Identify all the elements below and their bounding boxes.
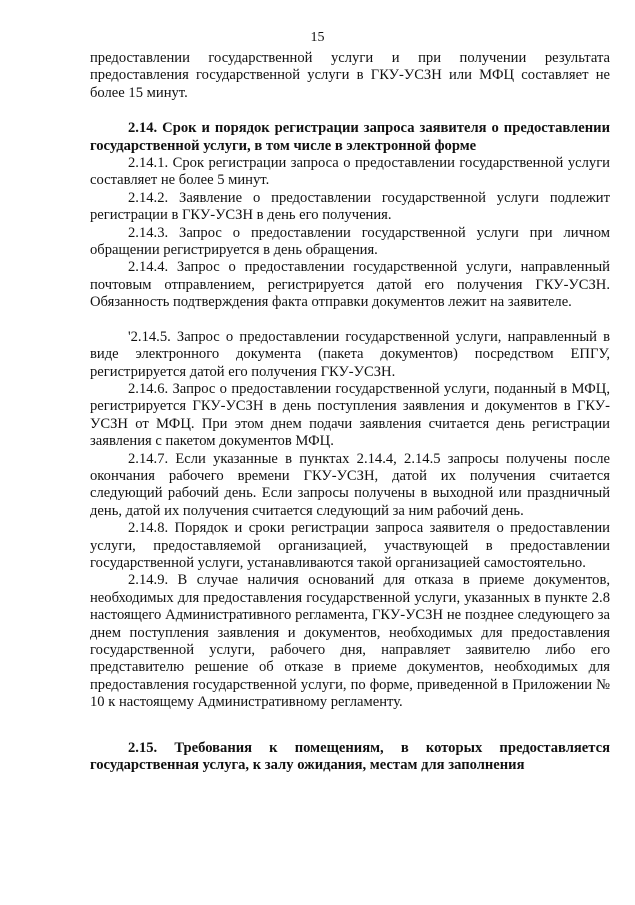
paragraph-2-14-8: 2.14.8. Порядок и сроки регистрации запроса заявителя о предоставлении услуги, предоставляемой организацией, участвующей в предоставлении государственной услуги, устанавливаются такой организацией самостоятельно. xyxy=(90,520,610,571)
paragraph-2-14-2: 2.14.2. Заявление о предоставлении государственной услуги подлежит регистрации в ГКУ-УСЗН в день его получения. xyxy=(90,189,610,224)
document-body xyxy=(90,50,610,774)
paragraph-2-14-4: 2.14.4. Запрос о предоставлении государственной услуги, направленный почтовым отправлением, регистрируется датой его получения ГКУ-УСЗН. Обязанность подтверждения факта отправки документов лежит на заявителе. xyxy=(90,259,610,311)
section-heading-2-14: 2.14. Срок и порядок регистрации запроса заявителя о предоставлении государственной услуги, в том числе в электронной форме xyxy=(90,120,610,154)
paragraph-2-14-5: '2.14.5. Запрос о предоставлении государственной услуги, направленный в виде электронного документа (пакета документов) посредством ЕПГУ, регистрируется датой его получения ГКУ-УСЗН. xyxy=(90,328,610,380)
paragraph-2-14-9: 2.14.9. В случае наличия оснований для отказа в приеме документов, необходимых для предоставления государственной услуги, указанных в пункте 2.8 настоящего Административного регламента, ГКУ-УСЗН не позднее следующего за днем поступления заявления и документов, необходимых для предоставления государственной услуги, рабочего дня, направляет заявителю либо его представителю решение об отказе в приеме документов, необходимых для предоставления государственной услуги, по форме, приведенной в Приложении № 10 к настоящему Административному регламенту. xyxy=(90,572,610,711)
section-heading-2-15: 2.15. Требования к помещениям, в которых предоставляется государственная услуга, к залу ожидания, местам для заполнения xyxy=(90,739,610,774)
paragraph-2-14-3: 2.14.3. Запрос о предоставлении государственной услуги при личном обращении регистрируется в день обращения. xyxy=(90,224,610,259)
paragraph-2-14-1: 2.14.1. Срок регистрации запроса о предоставлении государственной услуги составляет не более 5 минут. xyxy=(90,155,610,189)
paragraph-2-14-7: 2.14.7. Если указанные в пунктах 2.14.4, 2.14.5 запросы получены после окончания рабочего времени ГКУ-УСЗН, датой их получения считается следующий рабочий день. Если запросы получены в выходной или праздничный день, датой их получения считается следующий за ним рабочий день. xyxy=(90,450,610,519)
paragraph-continuation: предоставлении государственной услуги и при получении результата предоставления государственной услуги в ГКУ-УСЗН или МФЦ составляет не более 15 минут. xyxy=(90,50,610,101)
paragraph-2-14-6: 2.14.6. Запрос о предоставлении государственной услуги, поданный в МФЦ, регистрируется ГКУ-УСЗН в день поступления заявления и документов в ГКУ-УСЗН от МФЦ. При этом днем подачи заявления считается день регистрации заявления с пакетом документов МФЦ. xyxy=(90,380,610,450)
page-number: 15 xyxy=(310,30,325,45)
